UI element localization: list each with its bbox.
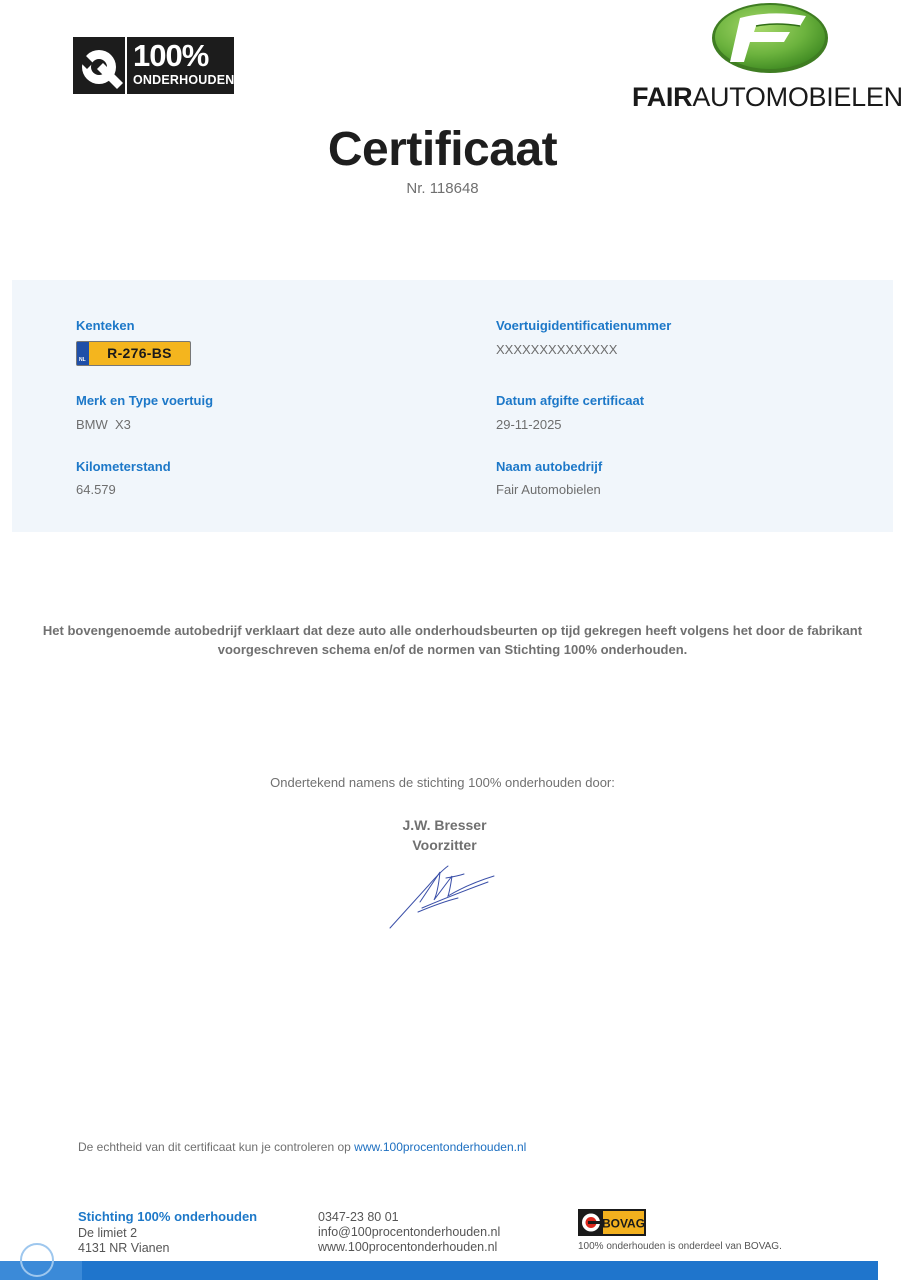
- mileage-value: 64.579: [76, 482, 116, 497]
- make-type-value: BMW X3: [76, 417, 131, 432]
- signer-name: J.W. Bresser: [402, 817, 487, 833]
- make-type-label: Merk en Type voertuig: [76, 393, 214, 408]
- footer-city: 4131 NR Vianen: [78, 1241, 170, 1255]
- onderhouden-logo-big: 100%: [133, 38, 209, 73]
- circle-icon: [20, 1243, 54, 1277]
- bovag-note: 100% onderhouden is onderdeel van BOVAG.: [578, 1241, 782, 1252]
- plate-country: NL: [79, 357, 86, 363]
- certificate-title: Certificaat: [327, 123, 558, 176]
- signer-role: Voorzitter: [412, 837, 477, 853]
- footer-email[interactable]: info@100procentonderhouden.nl: [318, 1225, 501, 1239]
- bovag-logo-text: BOVAG: [601, 1216, 646, 1231]
- vehicle-info-panel: [12, 280, 893, 532]
- onderhouden-logo-small: ONDERHOUDEN: [133, 73, 235, 87]
- fair-automobielen-logo: [630, 0, 905, 112]
- bovag-logo: [578, 1209, 646, 1236]
- fair-wordmark-rest: AUTOMOBIELEN: [692, 82, 903, 112]
- statement-line-2: voorgeschreven schema en/of de normen van Stichting 100% onderhouden.: [217, 642, 688, 657]
- vin-label: Voertuigidentificatienummer: [496, 318, 672, 333]
- issue-date-label: Datum afgifte certificaat: [496, 393, 645, 408]
- issue-date-value: 29-11-2025: [496, 417, 562, 432]
- company-value: Fair Automobielen: [496, 482, 601, 497]
- company-label: Naam autobedrijf: [496, 459, 603, 474]
- vin-value: XXXXXXXXXXXXXX: [496, 342, 618, 357]
- authenticity-note: [78, 1140, 526, 1155]
- maintenance-statement: [20, 621, 885, 659]
- verify-link[interactable]: www.100procentonderhouden.nl: [354, 1140, 527, 1154]
- footer-phone[interactable]: 0347-23 80 01: [318, 1210, 399, 1224]
- footer-org-name: Stichting 100% onderhouden: [78, 1209, 258, 1224]
- statement-line-1: Het bovengenoemde autobedrijf verklaart dat deze auto alle onderhoudsbeurten op tijd gekregen heeft volgens het door de fabrikant: [42, 623, 863, 638]
- license-plate-number: R-276-BS: [107, 345, 172, 361]
- onderhouden-logo: [73, 37, 234, 94]
- kenteken-label: Kenteken: [76, 318, 135, 333]
- footer-web[interactable]: www.100procentonderhouden.nl: [318, 1240, 498, 1254]
- fair-wordmark-bold: FAIR: [632, 82, 693, 112]
- eu-flag-icon: [77, 342, 89, 365]
- signed-by-text: Ondertekend namens de stichting 100% onderhouden door:: [270, 775, 615, 790]
- certificate-number: Nr. 118648: [406, 180, 479, 197]
- authenticity-text: De echtheid van dit certificaat kun je controleren op: [78, 1140, 355, 1154]
- mileage-label: Kilometerstand: [76, 459, 171, 474]
- license-plate: [76, 341, 191, 366]
- fair-monogram-icon: [710, 0, 830, 76]
- footer-bar: [0, 1261, 878, 1280]
- footer-street: De limiet 2: [78, 1226, 138, 1240]
- fair-automobielen-wordmark: [632, 82, 903, 112]
- handwritten-signature: [388, 862, 500, 932]
